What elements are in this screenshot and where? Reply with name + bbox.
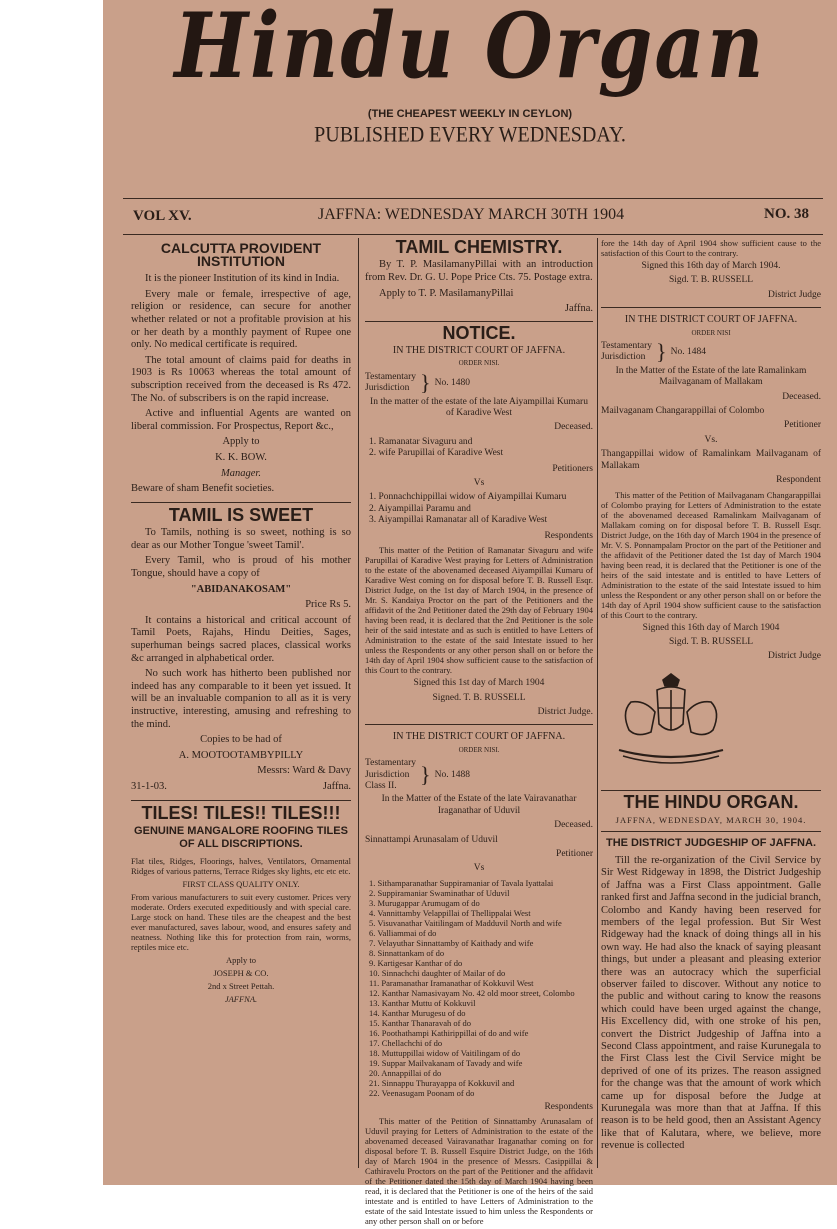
warning-text: Beware of sham Benefit societies.: [131, 483, 275, 495]
list-item: 15. Kanthar Thanaravah of do: [369, 1017, 472, 1028]
royal-coat-of-arms-icon: [601, 672, 741, 772]
brace: }: [656, 339, 667, 365]
case-labels: [601, 341, 652, 364]
list-item: 2. Suppiramaniar Swaminathar of Uduvil: [369, 887, 510, 898]
ad-place: Jaffna.: [322, 780, 351, 792]
column-divider: [597, 238, 598, 1168]
list-item: 19. Suppar Mailvakanam of Tavady and wife: [369, 1057, 523, 1068]
case-number: No. 1480: [434, 377, 470, 388]
order-nisi: ORDER NISI.: [458, 359, 500, 368]
signed-date: Signed this 1st day of March 1904: [413, 678, 545, 689]
quality-text: FIRST CLASS QUALITY ONLY.: [182, 879, 300, 890]
list-item: 10. Sinnachchi daughter of Mailar of do: [369, 967, 506, 978]
list-item: 7. Velayuthar Sinnattamby of Kaithady and wife: [369, 937, 534, 948]
list-item: 1. Ramanatar Sivaguru and: [369, 436, 473, 447]
list-item: 3. Murugappar Arumugam of do: [369, 897, 480, 908]
seller-name: A. MOOTOOTAMBYPILLY: [178, 749, 304, 761]
ad-footer: [131, 781, 351, 794]
list-item: 11. Paramanathar Iramanathar of Kokkuvil West: [369, 977, 534, 988]
jurisdiction-label: Jurisdiction: [365, 383, 410, 394]
divider: [601, 831, 821, 832]
case-matter: In the matter of the estate of the late Aiyampillai Kumaru of Karadive West: [370, 396, 588, 419]
masthead: [103, 0, 837, 148]
list-item: 12. Kanthar Namasivayam No. 42 old moor street, Colombo: [369, 987, 575, 998]
divider: [365, 724, 593, 725]
case-body: This matter of the Petition of Ramanatar Sivaguru and wife Parupillai of Karadive West praying for Letters of Administration to the estate of the abovenamed deceased Aiyampillai Kumaru of Karadive West coming on for disposal before T. B. Russell Esqr. District Judge, on the 1st day of March 1904, in the presence of Mr. S. Kandaiya Proctor on the part of the Petitioners and the affidavit of the 2nd Petitioner dated the 29th day of February 1904 having been read, it is declared that the 2nd Petitioner is the sole heir of the said intestate and as such is entitled to have Letters of Administration to the estate of the said Intestate issued to her unless the Respondents or any other person shall on or before the 14th day of April 1904 show sufficient cause to the satisfaction of this Court to the contrary.: [365, 545, 593, 676]
divider: [131, 800, 351, 801]
case-header: [365, 758, 593, 792]
column-1: [131, 238, 351, 1007]
list-item: 16. Poothathampi Kathirippillai of do and wife: [369, 1027, 529, 1038]
article-text: Every Tamil, who is proud of his mother Tongue, should have a copy of: [131, 555, 351, 580]
petitioner-list: [365, 437, 593, 460]
list-item: 20. Annappillai of do: [369, 1067, 442, 1078]
list-item: 18. Muttuppillai widow of Vaitilingam of do: [369, 1047, 521, 1058]
court-heading: IN THE DISTRICT COURT OF JAFFNA.: [624, 314, 798, 326]
newspaper-page: [103, 0, 837, 1227]
column-3: [601, 238, 821, 1156]
article-text: By T. P. MasilamanyPillai with an introduction from Rev. Dr. G. U. Pope Price Cts. 75. Postage extra.: [365, 259, 593, 283]
vs-label: Vs.: [704, 434, 718, 445]
deceased-label: Deceased.: [554, 820, 593, 831]
divider: [365, 321, 593, 322]
brace: }: [420, 370, 431, 396]
divider: [123, 234, 823, 235]
newspaper-title: Hindu Organ: [174, 0, 766, 99]
judge-title: District Judge.: [537, 706, 593, 717]
jurisdiction-label: Jurisdiction: [365, 769, 410, 780]
petitioner-label: Petitioner: [556, 848, 593, 859]
ad-date: 31-1-03.: [131, 780, 167, 792]
article-text: Active and influential Agents are wanted on liberal commission. For Prospectus, Report &c.,: [131, 408, 351, 432]
divider: [131, 502, 351, 503]
case-labels: [365, 372, 416, 395]
list-item: 1. Sithamparanathar Suppiramaniar of Tavala Iyattalai: [369, 877, 554, 888]
book-price: Price Rs 5.: [305, 599, 351, 611]
tiles-heading: TILES! TILES!! TILES!!!: [141, 802, 341, 823]
article-text: Flat tiles, Ridges, Floorings, halves, Ventilators, Ornamental Ridges of various patterns, Terrace Ridges sky lights, etc etc etc.: [131, 856, 351, 877]
case-number: No. 1484: [670, 346, 706, 357]
volume-number: VOL XV.: [133, 208, 192, 224]
agent-name: K. K. BOW.: [215, 451, 267, 463]
signature: Sigd. T. B. RUSSELL: [668, 275, 754, 286]
respondent-list: [365, 878, 593, 1098]
respondents-label: Respondents: [544, 1101, 593, 1112]
order-nisi: ORDER NISI.: [458, 745, 500, 754]
list-item: 6. Valliammai of do: [369, 927, 437, 938]
place: Jaffna.: [564, 303, 593, 315]
divider: [601, 790, 821, 791]
article-text: From various manufacturers to suit every customer. Prices very moderate. Orders executed expeditiously and with special care. Large stock on hand. These tiles are the cheapest and the best ever manufactured, saves labour, wood, and ensures safety and neatness. Nothing like this for protection from rain, worms, reptiles mice etc.: [131, 892, 351, 953]
company-address: 2nd x Street Pettah.: [207, 981, 275, 992]
subtitle: (THE CHEAPEST WEEKLY IN CEYLON): [367, 108, 573, 120]
list-item: 5. Visuvanathar Vaitilingam of Madduvil North and wife: [369, 917, 562, 928]
case-header: [365, 372, 593, 395]
organ-heading: THE HINDU ORGAN.: [623, 792, 799, 813]
article-text: To Tamils, nothing is so sweet, nothing is so dear as our Mother Tongue 'sweet Tamil'.: [131, 527, 351, 551]
petitioner-label: Petitioner: [784, 420, 821, 431]
calcutta-heading: CALCUTTA PROVIDENT INSTITUTION: [160, 240, 322, 269]
apply-to: Apply to: [226, 955, 256, 966]
respondent-list: [365, 492, 593, 526]
list-item: 21. Sinnappu Thurayappa of Kokkuvil and: [369, 1077, 515, 1088]
case-body: fore the 14th day of April 1904 show sufficient cause to the satisfaction of this Court to the contrary.: [601, 238, 821, 258]
petitioner-name: Sinnattampi Arunasalam of Uduvil: [365, 834, 498, 845]
court-heading: IN THE DISTRICT COURT OF JAFFNA.: [392, 345, 566, 356]
column-divider: [358, 238, 359, 1168]
list-item: 2. wife Parupillai of Karadive West: [369, 448, 504, 459]
editorial-text: Till the re-organization of the Civil Service by Sir West Ridgeway in 1898, the District Judgeship of Jaffna was a First Class appointment. Galle ranked first and Jaffna second in the judicial branch, Colombo and Kandy having been reserved for members of the legal profession. But Sir West Ridgeway had the knack of doing things all in his own way. He had also the knack of saying pleasant things, but under a pleasant and pleasing exterior there was an autocracy which the superficial observer failed to discover. Without any notice to the public and without caring to know the reasons which could have been urged against the change, His Excellency did, with one stroke of his pen, convert the District Judgeship of Jaffna into a Second Class appointment, and raise Kurunegala to the First Class lest the Civil Service might be deprived of one of its prizes. The reason assigned for the change was that the amount of work which came up for disposal before the Judge at Kurunegala was more than that at Jaffna. If this reason is to be held good, then an Assistant Agency like that of Kalutara, where, we believe, more revenue is collected: [601, 854, 821, 1152]
judge-title: District Judge: [767, 651, 821, 662]
case-header: [601, 341, 821, 364]
apply-to: Apply to T. P. MasilamanyPillai: [379, 287, 514, 299]
respondent-name: Thangappillai widow of Ramalinkam Mailvaganam of Mallakam: [601, 449, 821, 471]
copies-text: Copies to be had of: [200, 734, 282, 746]
signed-date: Signed this 16th day of March 1904.: [641, 261, 781, 271]
tiles-subheading: GENUINE MANGALORE ROOFING TILES OF ALL DISCRIPTIONS.: [134, 825, 348, 850]
notice-heading: NOTICE.: [442, 322, 516, 343]
issue-date: JAFFNA: WEDNESDAY MARCH 30TH 1904: [318, 206, 625, 223]
list-item: 8. Sinnattankam of do: [369, 947, 445, 958]
tamil-sweet-heading: TAMIL IS SWEET: [168, 504, 314, 525]
page-margin: [0, 0, 103, 1185]
article-text: The total amount of claims paid for deaths in 1903 is Rs 10063 whereas the total amount of subscription received from the deceased is Rs 472. The No. of subscribers is on the rapid increase.: [131, 354, 351, 404]
vs-label: Vs: [473, 478, 485, 489]
case-matter: In the Matter of the Estate of the late Ramalinkam Mailvaganam of Mallakam: [615, 365, 807, 388]
case-body: This matter of the Petition of Mailvaganam Changarappillai of Colombo praying for Letters of Administration to the estate of the abovenamed deceased Ramalinkam Mailvaganam of Mallakam coming on for disposal before T. B. Russell Esqr. District Judge, on the 16th day of March 1904 in the presence of Mr. V. S. Ponnampalam Proctor on the part of the Petitioner and the affidavit of the Petitioner dated the 1st day of March 1904 having been read, it is declared that the Petitioner is one of the heirs of the said intestate and is entitled to have Letters of Administration to the estate of the said Intestate issued to him unless the Respondent or any other person shall on or before the 14th day of April 1904 show sufficient cause to the satisfaction of this Court to the contrary.: [601, 489, 821, 620]
court-heading: IN THE DISTRICT COURT OF JAFFNA.: [392, 731, 566, 743]
vs-label: Vs: [473, 863, 485, 874]
chemistry-heading: TAMIL CHEMISTRY.: [395, 237, 563, 257]
brace: }: [420, 762, 431, 788]
book-title: "ABIDANAKOSAM": [190, 583, 292, 595]
company-place: JAFFNA.: [224, 994, 258, 1005]
article-text: No such work has hitherto been published nor indeed has any comparable to it been yet issued. It will be an invaluable companion to all as it is very instructive, interesting, amusing and refreshing to the mind.: [131, 668, 351, 730]
list-item: 13. Kanthar Muttu of Kokkuvil: [369, 997, 476, 1008]
list-item: 1. Ponnachchippillai widow of Aiyampillai Kumaru: [369, 492, 567, 503]
case-number: No. 1488: [434, 769, 470, 780]
list-item: 3. Aiyampillai Ramanatar all of Karadive West: [369, 515, 548, 526]
testamentary-label: Testamentary: [365, 758, 417, 769]
list-item: 17. Chellachchi of do: [369, 1037, 443, 1048]
class-label: Class II.: [365, 780, 397, 791]
column-2: [365, 238, 593, 1229]
issue-number: NO. 38: [764, 206, 809, 222]
list-item: 22. Veenasugam Poonam of do: [369, 1087, 475, 1098]
list-item: 4. Vannittamby Velappillai of Thellippalai West: [369, 907, 531, 918]
judge-title: District Judge: [767, 289, 821, 300]
dateline: [133, 202, 823, 232]
list-item: 2. Aiyampillai Paramu and: [369, 503, 471, 514]
jurisdiction-label: Jurisdiction: [601, 352, 646, 363]
deceased-label: Deceased.: [554, 422, 593, 433]
petitioners-label: Petitioners: [552, 463, 593, 474]
order-nisi: ORDER NISI: [691, 328, 731, 337]
article-text: It contains a historical and critical account of Tamil Poets, Rajahs, Hindu Deities, Sages, superhuman beings sacred places, classical works &c arranged in alphabetical order.: [131, 614, 351, 664]
apply-to: Apply to: [222, 436, 260, 448]
divider: [123, 198, 823, 199]
petitioner-name: Mailvaganam Changarappillai of Colombo: [601, 406, 765, 417]
organ-dateline: JAFFNA, WEDNESDAY, MARCH 30, 1904.: [615, 814, 807, 825]
seller-messrs: Messrs: Ward & Davy: [257, 765, 351, 777]
case-matter: In the Matter of the Estate of the late Vairavanathar Iraganathar of Uduvil: [381, 794, 577, 816]
testamentary-label: Testamentary: [365, 371, 417, 382]
case-body: This matter of the Petition of Sinnattamby Arunasalam of Uduvil praying for Letters of Administration to the estate of the abovenamed deceased Vairavanathar Iraganathar coming on for disposal before T. B. Russell Esquire District Judge, on the 16th day of March 1904 in the presence of Messrs. Casippillai & Cathiravelu Proctors on the part of the Petitioner and the affidavit of the Petitioner dated the 15th day of March 1904 having been read, it is declared that the Petitioner is one of the heirs of the said intestate and is entitled to have Letters of Administration to the estate of the said Intestate issued to him unless the Respondents or any other person shall on or before: [365, 1116, 593, 1227]
respondent-label: Respondent: [776, 475, 821, 486]
company-name: JOSEPH & CO.: [213, 968, 269, 979]
article-text: Every male or female, irrespective of age, religion or residence, can secure for another whether related or not a profitable provision at his or her death by a monthly payment of Rupee one only. No medical certificate is required.: [131, 288, 351, 351]
divider: [601, 307, 821, 308]
case-labels: [365, 758, 416, 792]
testamentary-label: Testamentary: [601, 341, 653, 352]
deceased-label: Deceased.: [782, 391, 821, 402]
agent-role: Manager.: [221, 467, 261, 479]
list-item: 9. Kartigesar Kanthar of do: [369, 957, 463, 968]
article-text: It is the pioneer Institution of its kind in India.: [145, 273, 340, 285]
judgeship-heading: THE DISTRICT JUDGESHIP OF JAFFNA.: [605, 836, 817, 849]
signed-date: Signed this 16th day of March 1904: [642, 622, 780, 633]
respondents-label: Respondents: [544, 530, 593, 541]
signature: Signed. T. B. RUSSELL: [432, 692, 526, 703]
list-item: 14. Kanthar Murugesu of do: [369, 1007, 466, 1018]
signature: Sigd. T. B. RUSSELL: [668, 636, 754, 647]
publication-frequency: PUBLISHED EVERY WEDNESDAY.: [314, 122, 626, 148]
